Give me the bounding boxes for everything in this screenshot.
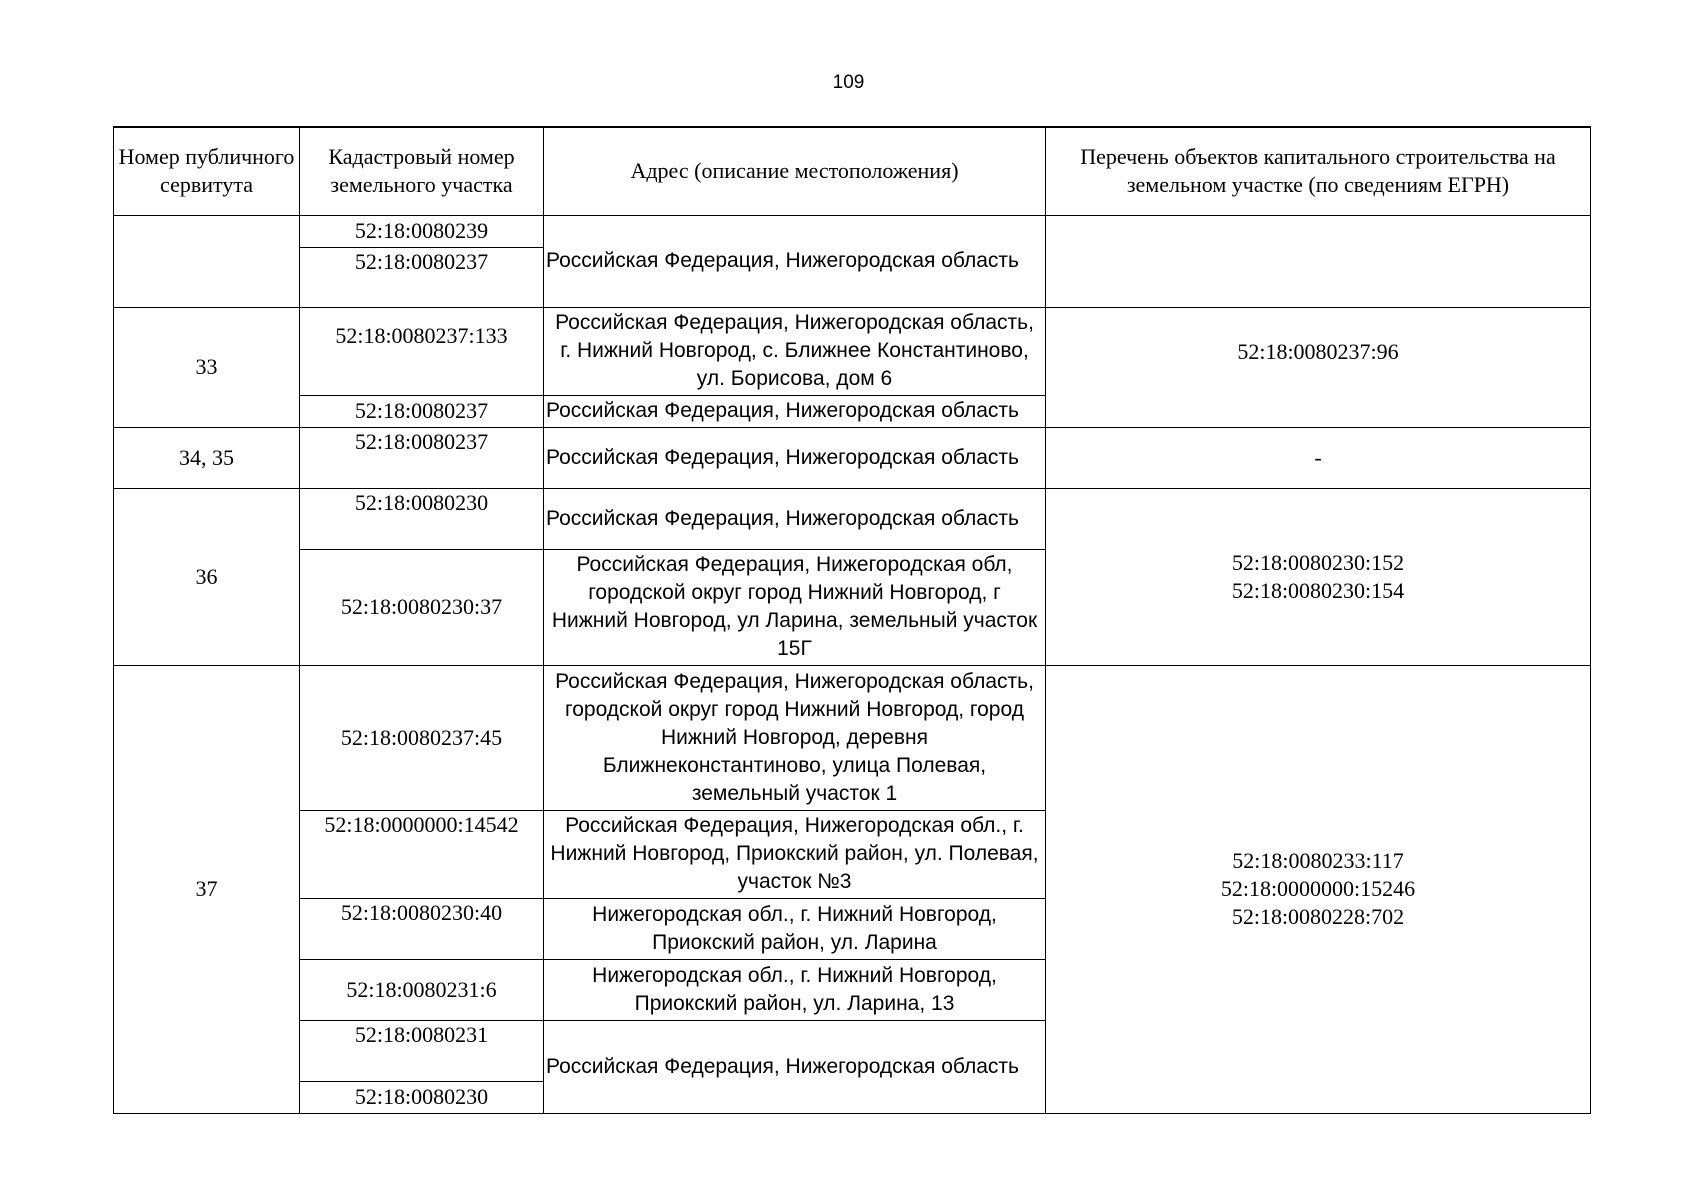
- address-cell: Российская Федерация, Нижегородская область: [544, 1020, 1046, 1113]
- address-cell: Российская Федерация, Нижегородская обл, городской округ город Нижний Новгород, г Нижний Новгород, ул Ларина, земельный участок 15Г: [544, 549, 1046, 665]
- cadastral-number-cell: 52:18:0000000:14542: [300, 810, 544, 898]
- cadastral-number-cell: 52:18:0080237: [300, 427, 544, 488]
- header-address: Адрес (описание местоположения): [544, 127, 1046, 215]
- address-cell: Российская Федерация, Нижегородская область, г. Нижний Новгород, с. Ближнее Константиново, ул. Борисова, дом 6: [544, 307, 1046, 395]
- address-cell: Российская Федерация, Нижегородская область, городской округ город Нижний Новгород, город Нижний Новгород, деревня Ближнеконстантиново, улица Полевая, земельный участок 1: [544, 665, 1046, 810]
- objects-cell: 52:18:0080237:96: [1046, 307, 1591, 427]
- object-item: 52:18:0080233:117: [1232, 848, 1404, 873]
- cadastral-number-cell: 52:18:0080230:37: [300, 549, 544, 665]
- table-row: [114, 215, 1591, 247]
- servitude-number-cell: 36: [114, 488, 300, 665]
- objects-cell: [1046, 665, 1591, 1113]
- object-item: 52:18:0080228:702: [1231, 904, 1405, 929]
- servitude-number-cell: 33: [114, 307, 300, 427]
- objects-cell: -: [1046, 427, 1591, 488]
- cadastral-number-cell: 52:18:0080237:133: [300, 307, 544, 395]
- header-objects: Перечень объектов капитального строительства на земельном участке (по сведениям ЕГРН): [1046, 127, 1591, 215]
- servitude-number-cell: [114, 215, 300, 307]
- address-cell: Российская Федерация, Нижегородская область: [544, 488, 1046, 549]
- table-row: [114, 665, 1591, 810]
- cadastral-number-cell: 52:18:0080237: [300, 395, 544, 427]
- address-cell: Нижегородская обл., г. Нижний Новгород, Приокский район, ул. Ларина: [544, 898, 1046, 959]
- address-cell: Нижегородская обл., г. Нижний Новгород, Приокский район, ул. Ларина, 13: [544, 959, 1046, 1020]
- cadastral-number-cell: 52:18:0080230: [300, 488, 544, 549]
- address-cell: Российская Федерация, Нижегородская область: [544, 427, 1046, 488]
- servitude-number-cell: 34, 35: [114, 427, 300, 488]
- table-row: [114, 427, 1591, 488]
- page-number: 109: [832, 72, 865, 93]
- header-row: [114, 127, 1591, 215]
- cadastral-number-cell: 52:18:0080237:45: [300, 665, 544, 810]
- header-cadastral-number: Кадастровый номер земельного участка: [300, 127, 544, 215]
- address-cell: Российская Федерация, Нижегородская обл., г. Нижний Новгород, Приокский район, ул. Полевая, участок №3: [544, 810, 1046, 898]
- address-cell: Российская Федерация, Нижегородская область: [544, 215, 1046, 307]
- objects-cell: [1046, 488, 1591, 665]
- cadastral-number-cell: 52:18:0080231:6: [300, 959, 544, 1020]
- servitude-number-cell: 37: [114, 665, 300, 1113]
- object-item: 52:18:0000000:15246: [1220, 876, 1416, 901]
- objects-cell: [1046, 215, 1591, 307]
- table-row: [114, 488, 1591, 549]
- table-row: [114, 307, 1591, 395]
- cadastral-number-cell: 52:18:0080237: [300, 247, 544, 307]
- servitude-table: [113, 126, 1591, 1114]
- cadastral-number-cell: 52:18:0080239: [300, 215, 544, 247]
- object-item: 52:18:0080230:152: [1231, 549, 1405, 575]
- object-item: 52:18:0080230:154: [1231, 577, 1405, 603]
- cadastral-number-cell: 52:18:0080230: [300, 1081, 544, 1113]
- header-servitude-number: Номер публичного сервитута: [114, 127, 300, 215]
- cadastral-number-cell: 52:18:0080230:40: [300, 898, 544, 959]
- cadastral-number-cell: 52:18:0080231: [300, 1020, 544, 1081]
- address-cell: Российская Федерация, Нижегородская область: [544, 395, 1046, 427]
